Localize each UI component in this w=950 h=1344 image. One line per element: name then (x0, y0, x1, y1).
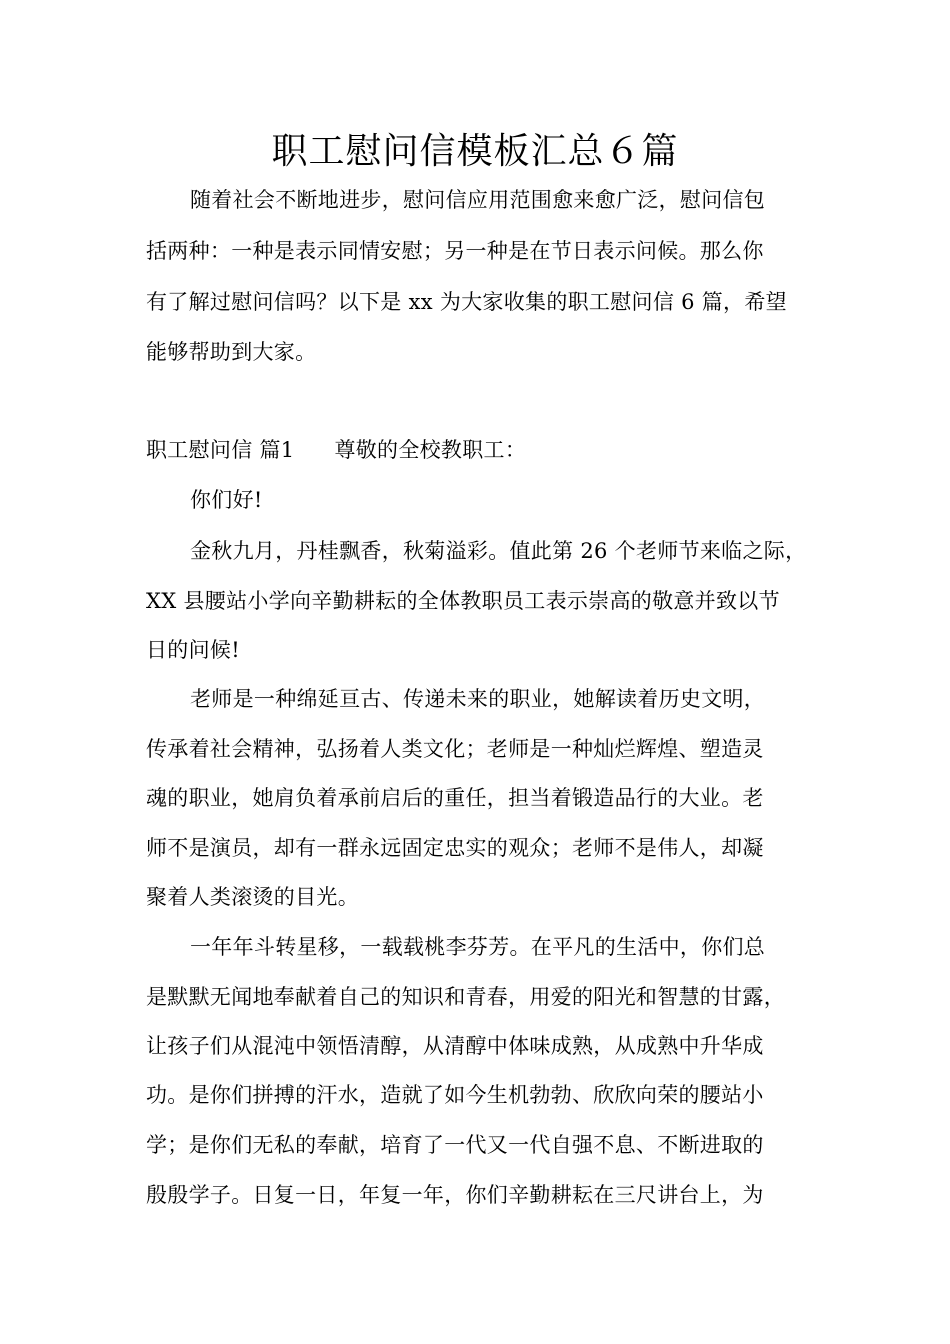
paragraph-line: 金秋九月，丹桂飘香，秋菊溢彩。值此第 26 个老师节来临之际， (190, 539, 807, 563)
paragraph-line: 聚着人类滚烫的目光。 (146, 885, 359, 909)
paragraph-line: 日的问候! (146, 638, 240, 662)
paragraph-line: 魂的职业，她肩负着承前启后的重任，担当着锻造品行的大业。老 (146, 786, 764, 810)
section-heading-row (146, 435, 816, 465)
section-heading: 职工慰问信 篇1 (146, 438, 295, 462)
paragraph-line: 老师是一种绵延亘古、传递未来的职业，她解读着历史文明， (190, 687, 766, 711)
paragraph-line: 括两种：一种是表示同情安慰；另一种是在节日表示问候。那么你 (146, 239, 764, 263)
paragraph-line: 殷殷学子。日复一日，年复一年，你们辛勤耕耘在三尺讲台上，为 (146, 1183, 764, 1207)
greeting-line: 你们好! (190, 488, 263, 512)
salutation: 尊敬的全校教职工： (334, 438, 527, 462)
paragraph-line: 学；是你们无私的奉献，培育了一代又一代自强不息、不断进取的 (146, 1133, 764, 1157)
paragraph-line: 随着社会不断地进步，慰问信应用范围愈来愈广泛，慰问信包 (190, 188, 766, 212)
paragraph-line: 一年年斗转星移，一载载桃李芬芳。在平凡的生活中，你们总 (190, 935, 766, 959)
paragraph-line: 传承着社会精神，弘扬着人类文化；老师是一种灿烂辉煌、塑造灵 (146, 737, 764, 761)
paragraph-line: XX 县腰站小学向辛勤耕耘的全体教职员工表示崇高的敬意并致以节 (146, 589, 780, 613)
paragraph-line: 是默默无闻地奉献着自己的知识和青春，用爱的阳光和智慧的甘露， (146, 985, 785, 1009)
paragraph-line: 有了解过慰问信吗？以下是 xx 为大家收集的职工慰问信 6 篇，希望 (146, 290, 787, 314)
document-title: 职工慰问信模板汇总６篇 (271, 131, 679, 172)
paragraph-line: 让孩子们从混沌中领悟清醇，从清醇中体味成熟，从成熟中升华成 (146, 1034, 764, 1058)
paragraph-line: 师不是演员，却有一群永远固定忠实的观众；老师不是伟人，却凝 (146, 836, 764, 860)
paragraph-line: 能够帮助到大家。 (146, 340, 317, 364)
paragraph-line: 功。是你们拼搏的汗水，造就了如今生机勃勃、欣欣向荣的腰站小 (146, 1083, 764, 1107)
